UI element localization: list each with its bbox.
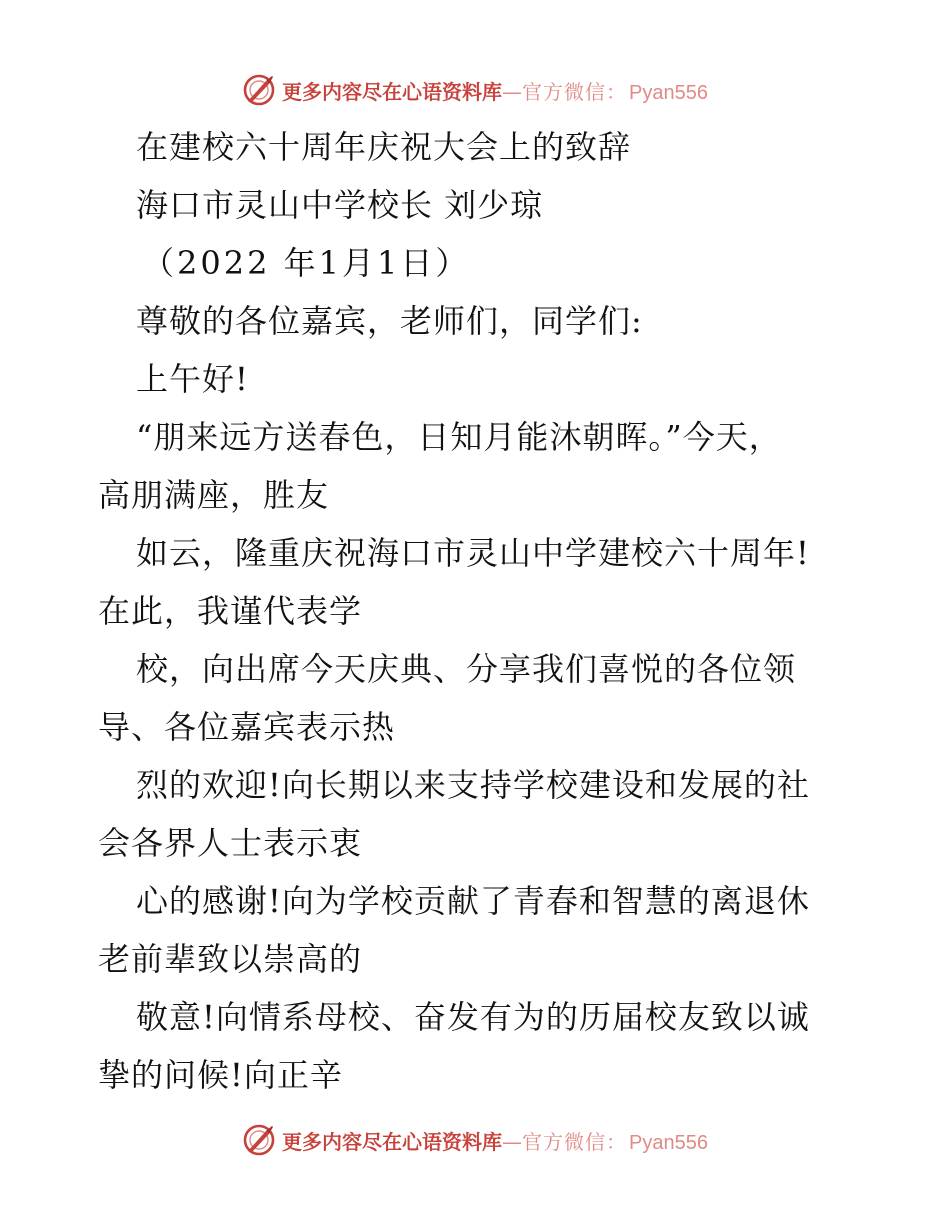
banner-dash: — <box>502 79 523 104</box>
doc-paragraph-line: 心的感谢!向为学校贡献了青春和智慧的离退休 <box>136 882 810 920</box>
doc-date: （2022 年1月1日） <box>142 244 471 282</box>
doc-author: 海口市灵山中学校长 刘少琼 <box>136 186 544 224</box>
doc-paragraph-line: 高朋满座，胜友 <box>98 476 330 514</box>
banner-dash: — <box>502 1129 523 1154</box>
quill-pen-logo-icon <box>242 73 276 107</box>
banner-text <box>282 76 708 105</box>
doc-greeting: 上午好! <box>136 360 249 398</box>
quill-pen-logo-icon <box>242 1123 276 1157</box>
doc-paragraph-line: 导、各位嘉宾表示热 <box>98 708 396 746</box>
banner-wechat-label: 官方微信： <box>522 79 628 104</box>
banner-main-text: 更多内容尽在心语资料库 <box>282 1129 503 1154</box>
banner-wechat-id: Pyan556 <box>629 81 708 104</box>
header-banner <box>0 68 950 112</box>
doc-paragraph-line: 在此，我谨代表学 <box>98 592 363 630</box>
doc-paragraph-line: “朋来远方送春色，日知月能沐朝晖。”今天， <box>136 418 782 456</box>
doc-paragraph-line: 会各界人士表示衷 <box>98 824 363 862</box>
banner-wechat-label: 官方微信： <box>522 1129 628 1154</box>
banner-wechat-id: Pyan556 <box>629 1131 708 1154</box>
document-body <box>98 118 858 1104</box>
doc-paragraph-line: 老前辈致以崇高的 <box>98 940 363 978</box>
doc-paragraph-line: 挚的问候!向正辛 <box>98 1056 343 1094</box>
doc-paragraph-line: 敬意!向情系母校、奋发有为的历届校友致以诚 <box>136 998 810 1036</box>
doc-paragraph-line: 如云，隆重庆祝海口市灵山中学建校六十周年! <box>136 534 810 572</box>
banner-main-text: 更多内容尽在心语资料库 <box>282 79 503 104</box>
banner-text <box>282 1126 708 1155</box>
doc-paragraph-line: 烈的欢迎!向长期以来支持学校建设和发展的社 <box>136 766 810 804</box>
doc-salutation: 尊敬的各位嘉宾，老师们，同学们: <box>136 302 643 340</box>
footer-banner <box>0 1118 950 1162</box>
doc-paragraph-line: 校，向出席今天庆典、分享我们喜悦的各位领 <box>136 650 797 688</box>
doc-title: 在建校六十周年庆祝大会上的致辞 <box>136 128 632 166</box>
